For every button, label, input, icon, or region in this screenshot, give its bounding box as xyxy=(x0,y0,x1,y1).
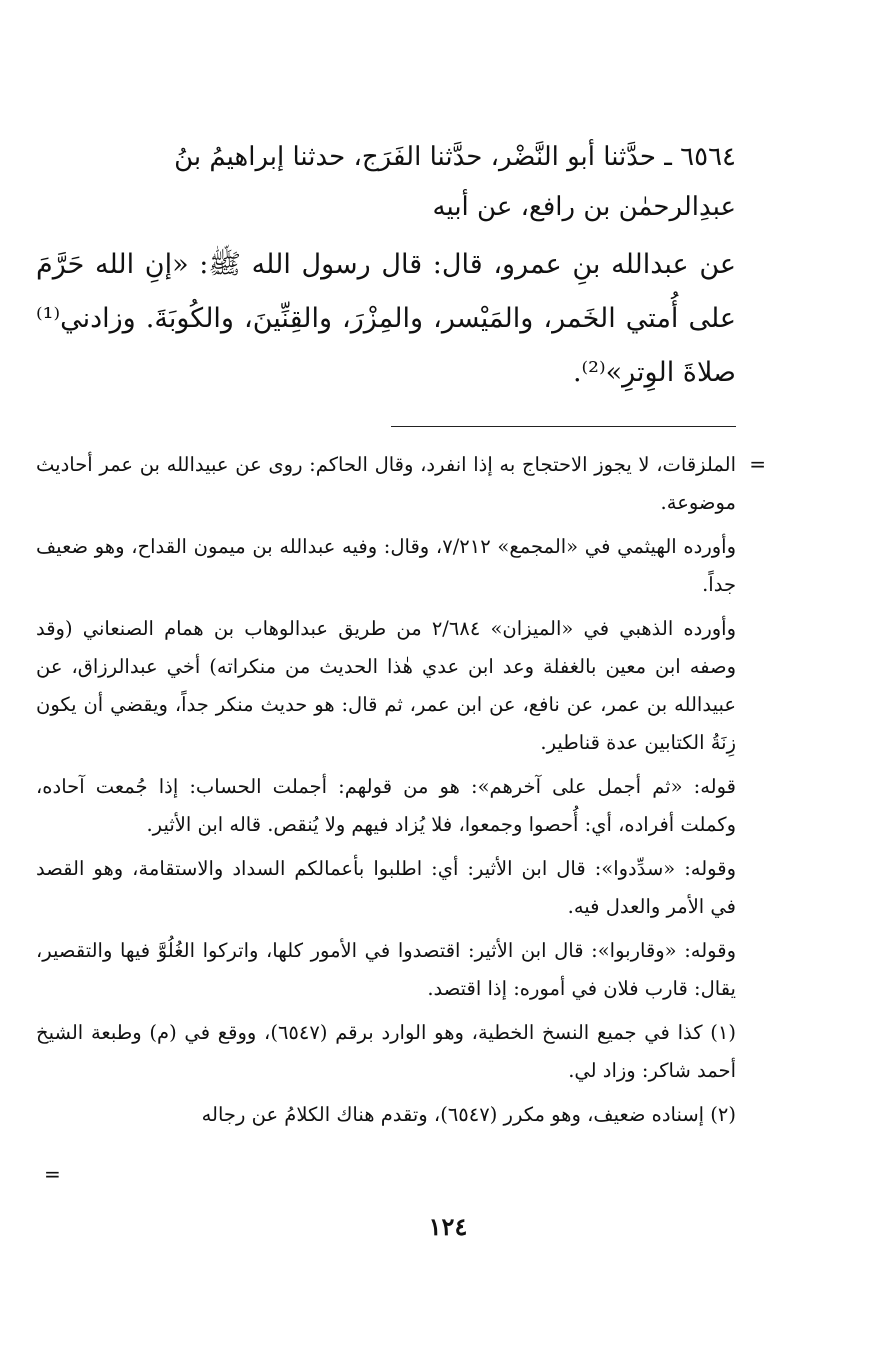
footnote-1: (١) كذا في جميع النسخ الخطية، وهو الوارد برقم (٦٥٤٧)، ووقع في (م) وطبعة الشيخ أحمد شاكر: وزاد لي. xyxy=(36,1021,737,1082)
footnote-paragraph: وأورده الذهبي في «الميزان» ٢/٦٨٤ من طريق عبدالوهاب بن همام الصنعاني (وقد وصفه ابن معين بالغفلة وعد ابن عدي هٰذا الحديث من منكراته) أخي عبدالرزاق، عن عبيدالله بن عمر، عن نافع، عن ابن عمر، ثم قال: هو حديث منكر جداً، ويقضي أن يكون زِنَةُ الكتابين عدة قناطير. xyxy=(36,617,737,754)
footnote-continuation-start: = xyxy=(749,452,766,476)
hadith-chain-line-2: عبدِالرحمٰن بن رافع، عن أبيه xyxy=(432,192,736,222)
footnote-paragraph: الملزقات، لا يجوز الاحتجاج به إذا انفرد، وقال الحاكم: روى عن عبيدالله بن عمر أحاديث موضوعة. xyxy=(36,453,736,514)
hadith-chain-line-1: ٦٥٦٤ ـ حدَّثنا أبو النَّضْر، حدَّثنا الفَرَج، حدثنا إبراهيمُ بنُ xyxy=(174,142,736,172)
page-number: ١٢٤ xyxy=(428,1212,468,1241)
footnote-paragraph: وقوله: «وقاربوا»: قال ابن الأثير: اقتصدوا في الأمور كلها، واتركوا الغُلُوَّ فيها والتقصير، يقال: قارب فلان في أموره: إذا اقتصد. xyxy=(36,939,736,1000)
hadith-section xyxy=(36,132,736,400)
footnote-paragraph: قوله: «ثم أجمل على آخرهم»: هو من قولهم: أجملت الحساب: إذا جُمعت آحاده، وكملت أفراده، أي: أُحصوا وجمعوا، فلا يُزاد فيهم ولا يُنقص. قاله ابن الأثير. xyxy=(36,775,736,836)
footnotes-section xyxy=(36,446,736,1140)
footnote-separator xyxy=(391,426,736,427)
hadith-chain xyxy=(36,132,736,232)
footnote-2: (٢) إسناده ضعيف، وهو مكرر (٦٥٤٧)، وتقدم هناك الكلامُ عن رجاله xyxy=(201,1103,736,1126)
footnote-paragraph: وأورده الهيثمي في «المجمع» ٧/٢١٢، وقال: وفيه عبدالله بن ميمون القداح، وهو ضعيف جداً. xyxy=(36,535,736,596)
hadith-text: عن عبدالله بنِ عمرو، قال: قال رسول الله ﷺ: «إنِ الله حَرَّمَ على أُمتي الخَمر، والمَيْسر، والمِزْرَ، والقِنِّينَ، والكُوبَةَ. وزادني⁽¹⁾ صلاةَ الوِترِ»⁽²⁾. xyxy=(36,249,736,388)
footnote-paragraph: وقوله: «سدِّدوا»: قال ابن الأثير: أي: اطلبوا بأعمالكم السداد والاستقامة، وهو القصد في الأمر والعدل فيه. xyxy=(36,857,736,918)
footnote-continuation-end: = xyxy=(44,1162,61,1186)
